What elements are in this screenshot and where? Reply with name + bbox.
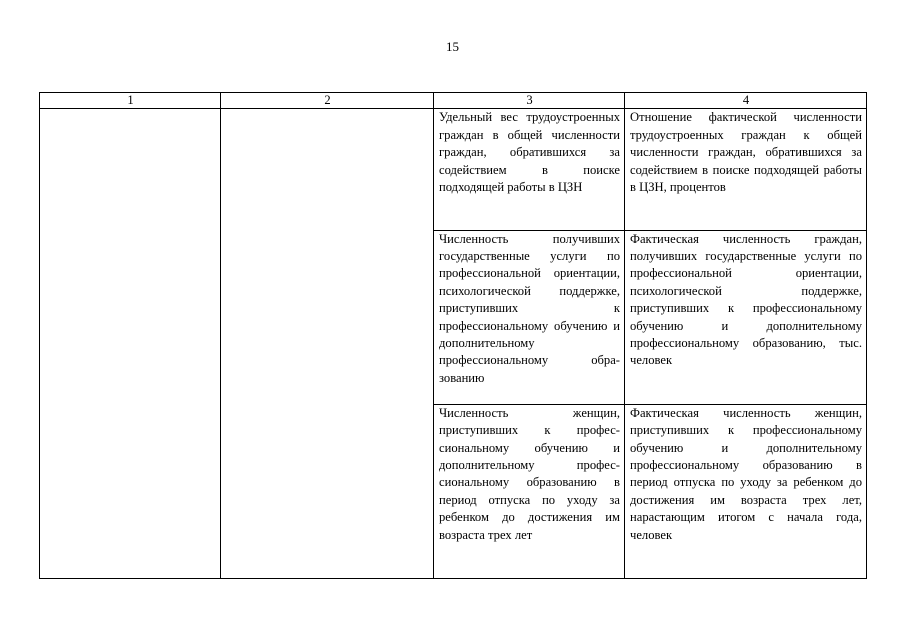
column-2-cell	[221, 109, 434, 579]
table-header-row	[40, 93, 867, 109]
column-header-2: 2	[221, 93, 434, 109]
column-header-1: 1	[40, 93, 221, 109]
indicator-name-cell: Численность получивших государственные услуги по профессиональной ориентации, психологической поддержке, приступивших к профессиональному обучению и дополнительному профессиональному образованию	[434, 230, 625, 404]
document-table	[39, 92, 867, 579]
table-row	[40, 109, 867, 230]
indicator-name-cell: Численность женщин, приступивших к профессиональному обучению и дополнительному профессиональному образованию в период отпуска по уходу за ребенком до достижения им возраста трех лет	[434, 404, 625, 578]
column-header-3: 3	[434, 93, 625, 109]
indicator-method-cell: Фактическая численность женщин, приступивших к профессиональному обучению и дополнительному профессиональному образованию в период отпуска по уходу за ребенком до достижения им возраста трех лет, нарастающим итогом с начала года, человек	[625, 404, 867, 578]
page-number: 15	[446, 39, 459, 54]
indicator-name-cell: Удельный вес трудоустроенных граждан в общей численности граждан, обратившихся за содействием в поиске подходящей работы в ЦЗН	[434, 109, 625, 230]
column-header-4: 4	[625, 93, 867, 109]
indicator-method-cell: Отношение фактической численности трудоустроенных граждан к общей численности граждан, обратившихся за содействием в поиске подходящей работы в ЦЗН, процентов	[625, 109, 867, 230]
indicator-method-cell: Фактическая численность граждан, получивших государственные услуги по профессиональной ориентации, психологической поддержке, приступивших к профессиональному обучению и дополнительному профессиональному образованию, тыс. человек	[625, 230, 867, 404]
column-1-cell	[40, 109, 221, 579]
